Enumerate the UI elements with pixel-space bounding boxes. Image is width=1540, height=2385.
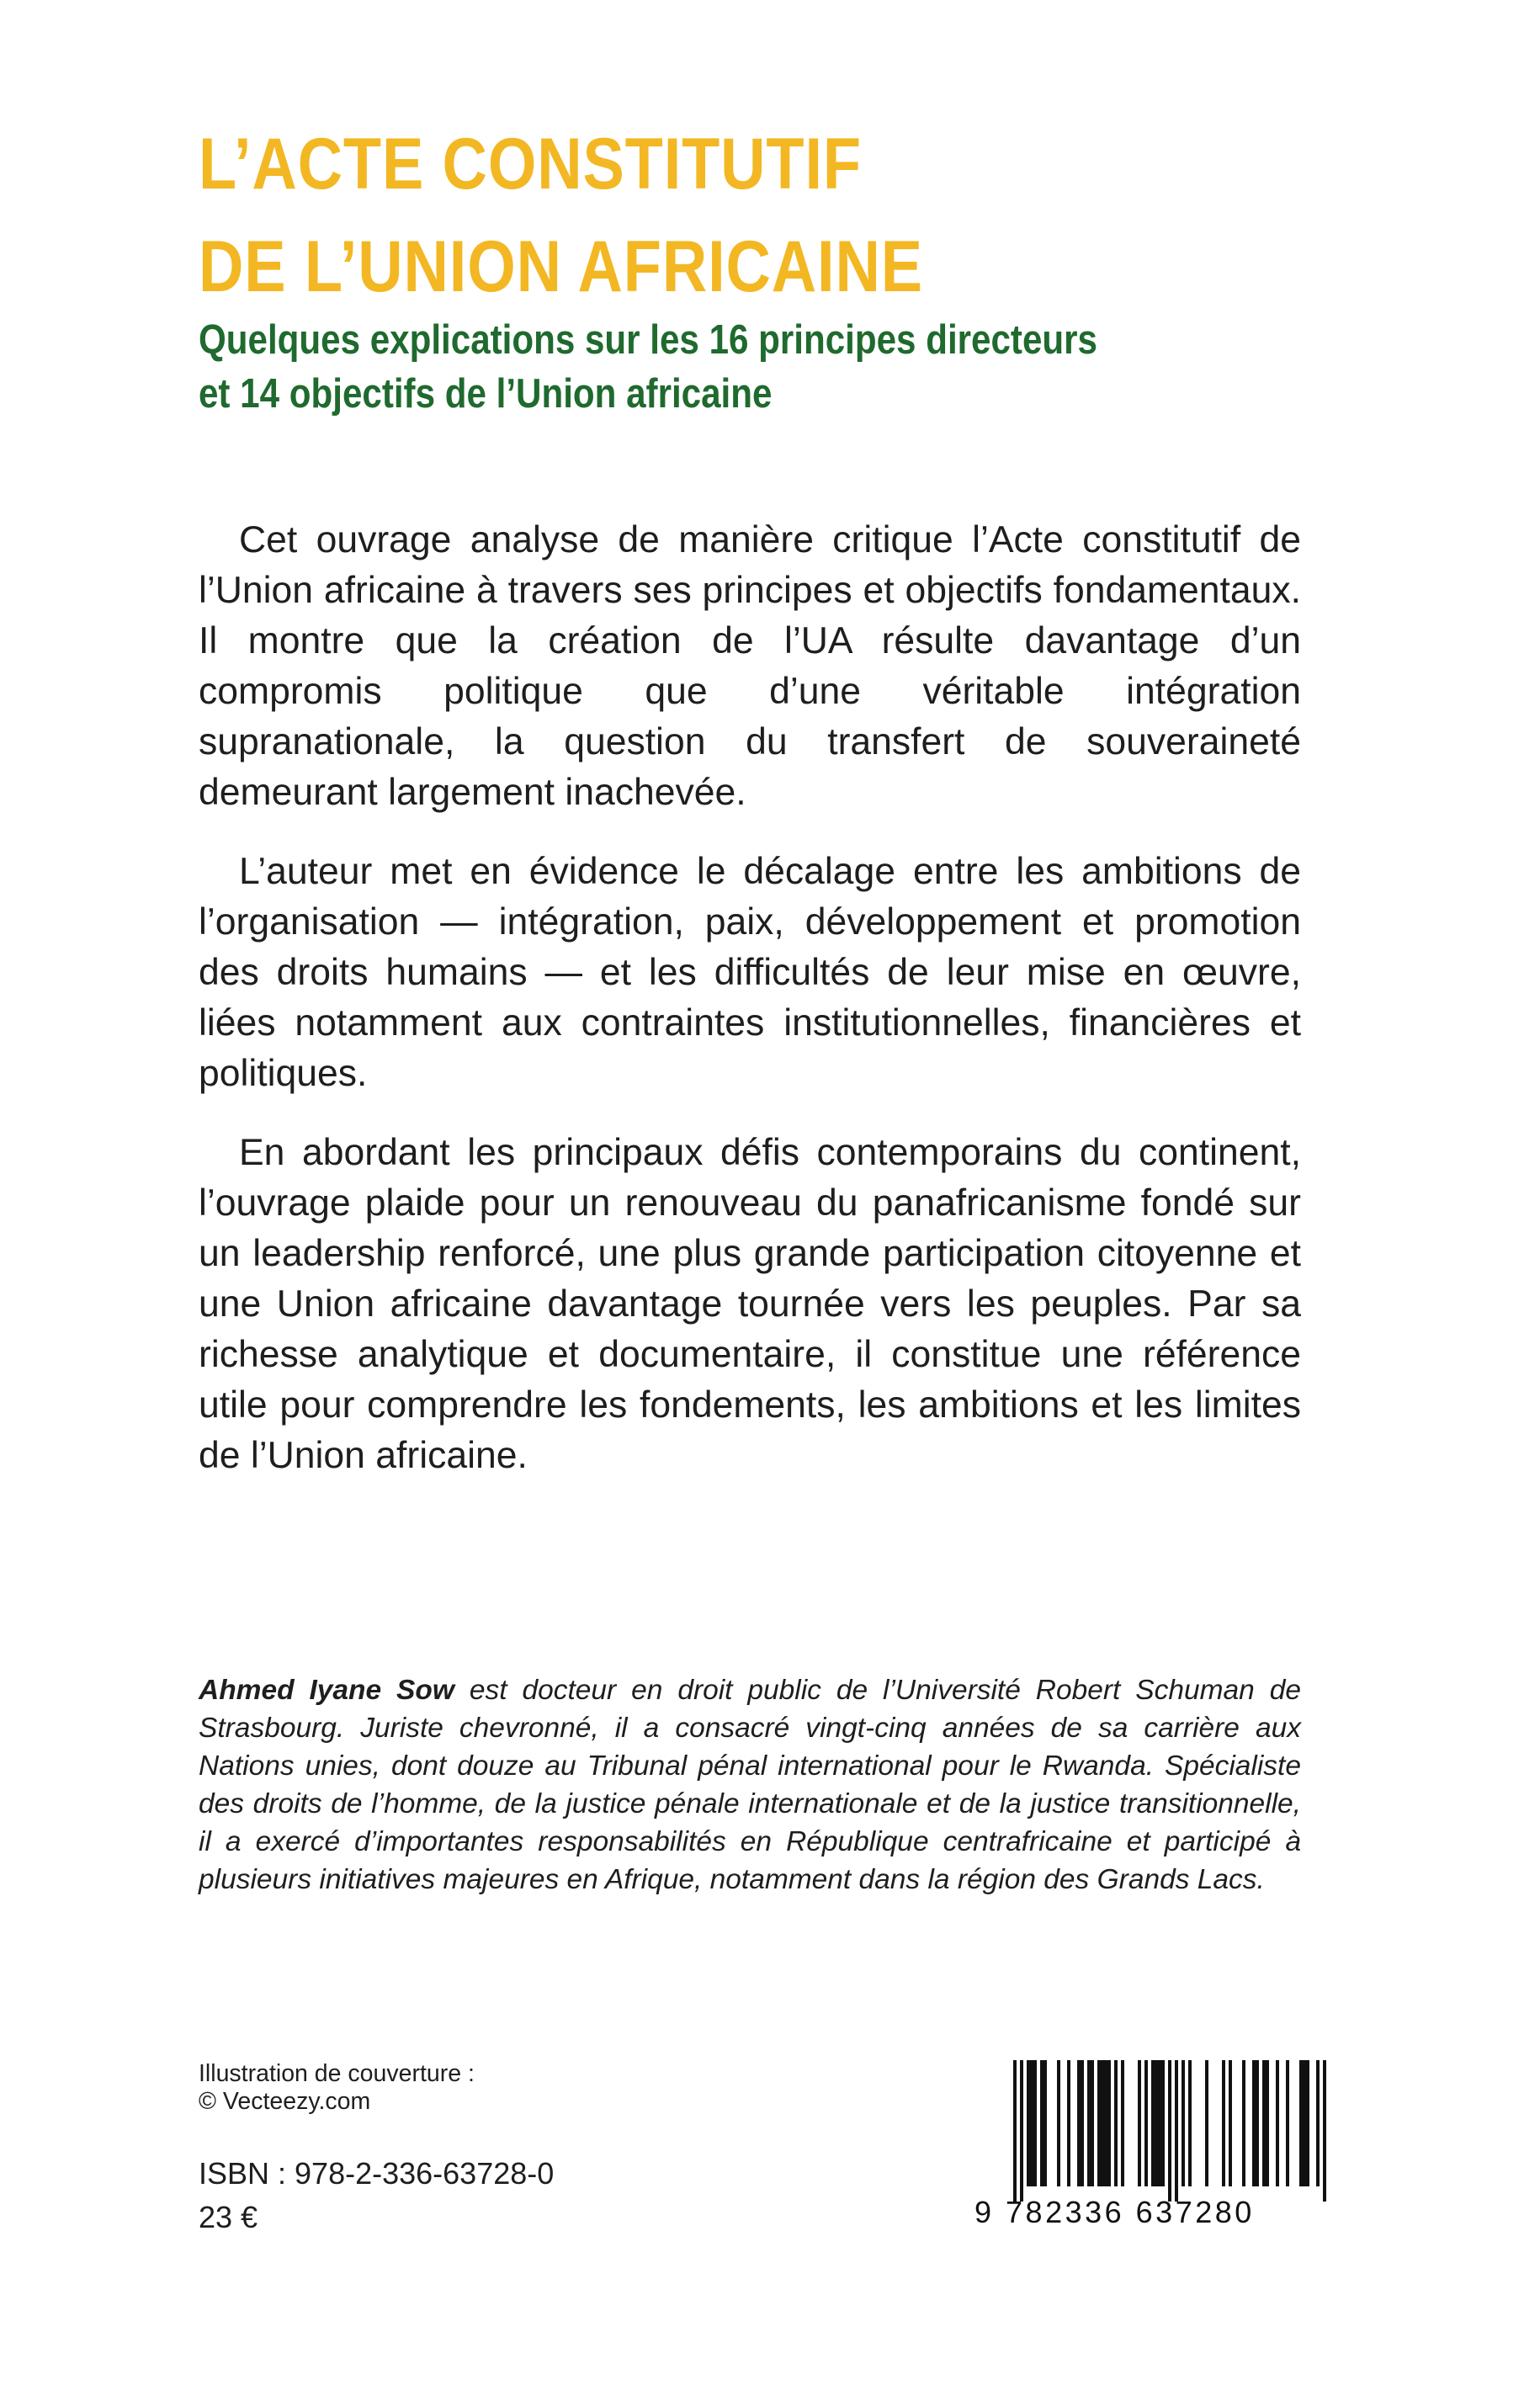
barcode-bar (1033, 2060, 1037, 2186)
barcode-bar (1182, 2060, 1185, 2186)
barcode-bar (1158, 2060, 1161, 2186)
cover-credits-line-2: © Vecteezy.com (199, 2088, 371, 2115)
barcode-bar (1020, 2060, 1023, 2202)
barcode-bar (1097, 2060, 1101, 2186)
barcode-bar (1303, 2060, 1306, 2186)
barcode-bar (1013, 2060, 1017, 2202)
barcode-bar (1155, 2060, 1158, 2186)
barcode-bar (1144, 2060, 1148, 2186)
barcode-bar (1030, 2060, 1033, 2186)
isbn-number: ISBN : 978-2-336-63728-0 (199, 2156, 555, 2191)
barcode-bar (1027, 2060, 1030, 2186)
barcode-bar (1222, 2060, 1225, 2186)
barcode-bar (1087, 2060, 1091, 2186)
barcode-bar (1081, 2060, 1084, 2186)
book-title-line-1: L’ACTE CONSTITUTIF (199, 124, 862, 205)
author-name: Ahmed Iyane Sow (199, 1675, 454, 1706)
cover-credits (199, 2060, 788, 2116)
barcode-bar (1107, 2060, 1111, 2186)
book-title-line-2: DE L’UNION AFRICAINE (199, 226, 923, 307)
barcode-bar (1242, 2060, 1245, 2186)
barcode-bar (1151, 2060, 1155, 2186)
barcode-bar (1299, 2060, 1303, 2186)
barcode-bar (1266, 2060, 1269, 2186)
barcode-bar (1168, 2060, 1171, 2202)
barcode-bar (1067, 2060, 1070, 2186)
book-price: 23 € (199, 2200, 258, 2234)
barcode-bar (1138, 2060, 1141, 2186)
barcode-bar (1101, 2060, 1104, 2186)
barcode-bar (1256, 2060, 1259, 2186)
barcode-bar (1262, 2060, 1266, 2186)
barcode-bar (1043, 2060, 1047, 2186)
barcode-bar (1077, 2060, 1081, 2186)
book-summary (199, 515, 1301, 1510)
barcode-bar (1057, 2060, 1060, 2186)
barcode (974, 2060, 1328, 2245)
cover-credits-line-1: Illustration de couverture : (199, 2060, 475, 2087)
barcode-bar (1316, 2060, 1320, 2186)
barcode-digits: 9 782336 637280 (974, 2195, 1255, 2229)
barcode-bar (1091, 2060, 1094, 2186)
author-biography-text: est docteur en droit public de l’Université Robert Schuman de Strasbourg. Juriste chevronné, il a consacré vingt-cinq années de sa carrière aux Nations unies, dont douze au Tribunal pénal international pour le Rwanda. Spécialiste des droits de l’homme, de la justice pénale internationale et de la justice transitionnelle, il a exercé d’importantes responsabilités en République centrafricaine et participé à plusieurs initiatives majeures en Afrique, notamment dans la région des Grands Lacs. (199, 1675, 1301, 1895)
barcode-bar (1306, 2060, 1309, 2186)
barcode-bar (1205, 2060, 1208, 2186)
book-subtitle (199, 313, 1284, 421)
book-subtitle-line-2: et 14 objectifs de l’Union africaine (199, 371, 773, 417)
barcode-bar (1121, 2060, 1124, 2186)
barcode-bar (1229, 2060, 1232, 2186)
book-title (199, 113, 1212, 318)
barcode-bar (1040, 2060, 1043, 2186)
summary-paragraph-1: Cet ouvrage analyse de manière critique l’Acte constitutif de l’Union africaine à travers ses principes et objectifs fondamentaux. Il montre que la création de l’UA résulte davantage d’un compromis politique que d’une véritable intégration supranationale, la question du transfert de souveraineté demeurant largement inachevée. (199, 519, 1301, 813)
barcode-bar (1286, 2060, 1289, 2186)
barcode-bar (1161, 2060, 1165, 2186)
barcode-bar (1114, 2060, 1118, 2186)
summary-paragraph-3: En abordant les principaux défis contemporains du continent, l’ouvrage plaide pour un renouveau du panafricanisme fondé sur un leadership renforcé, une plus grande participation citoyenne et une Union africaine davantage tournée vers les peuples. Par sa richesse analytique et documentaire, il constitue une référence utile pour comprendre les fondements, les ambitions et les limites de l’Union africaine. (199, 1132, 1301, 1476)
author-biography (199, 1671, 1301, 1899)
barcode-bar (1276, 2060, 1279, 2186)
barcode-bar (1104, 2060, 1107, 2186)
book-subtitle-line-1: Quelques explications sur les 16 principes directeurs (199, 317, 1097, 363)
summary-paragraph-2: L’auteur met en évidence le décalage entre les ambitions de l’organisation — intégration, paix, développement et promotion des droits humains — et les difficultés de leur mise en œuvre, liées notamment aux contraintes institutionnelles, financières et politiques. (199, 851, 1301, 1094)
barcode-bar (1175, 2060, 1178, 2202)
barcode-bars (974, 2060, 1328, 2203)
barcode-bar (1252, 2060, 1256, 2186)
barcode-bar (1323, 2060, 1326, 2202)
barcode-bar (1188, 2060, 1192, 2186)
